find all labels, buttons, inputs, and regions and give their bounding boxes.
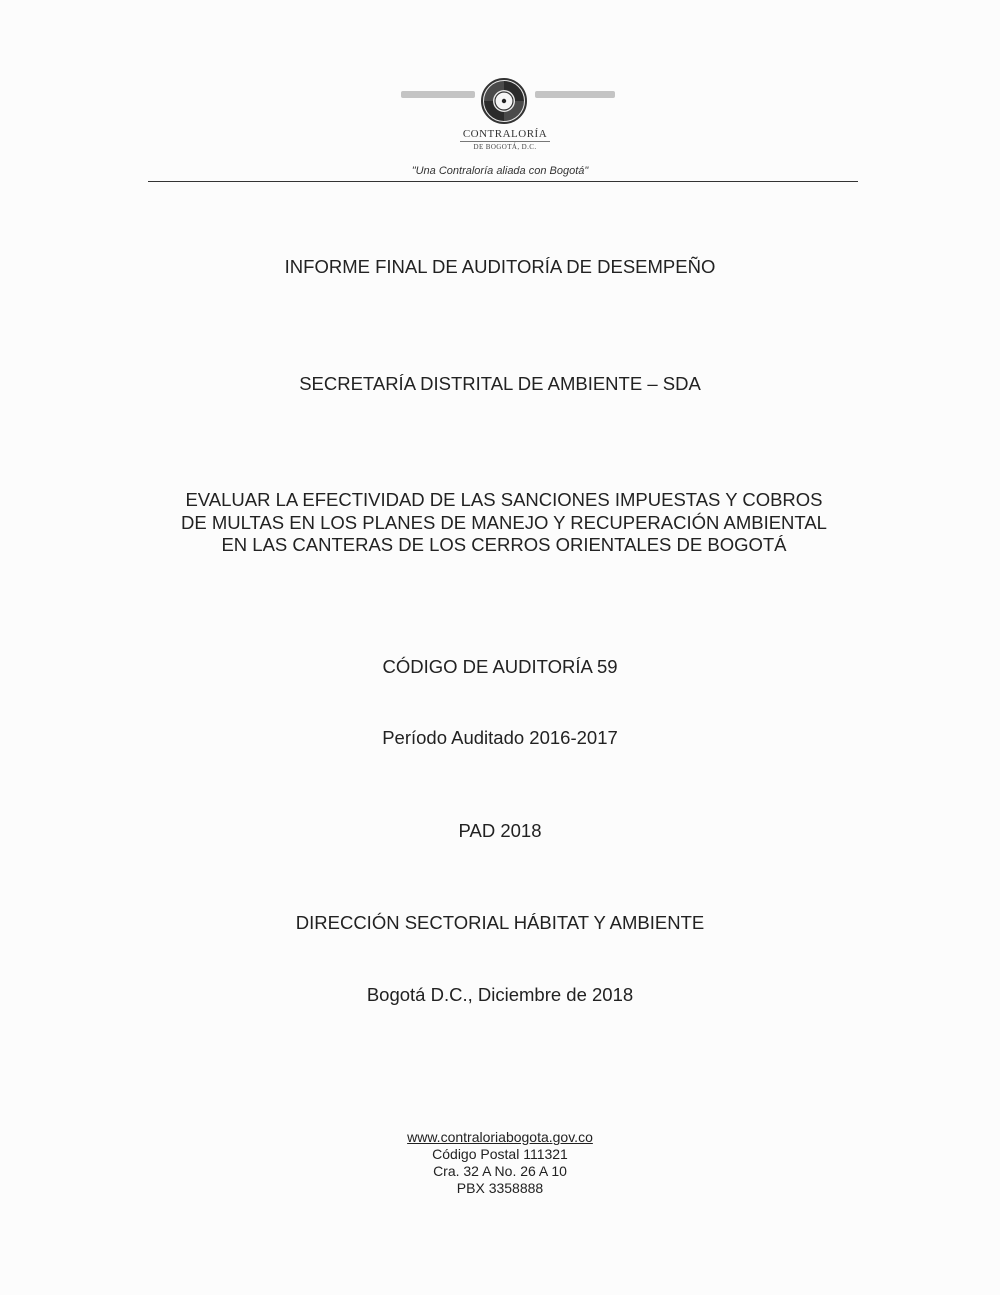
slogan: "Una Contraloría aliada con Bogotá" [411, 165, 589, 177]
postal-code: Código Postal 111321 [432, 1146, 568, 1162]
logo-subtitle: DE BOGOTÁ, D.C. [460, 141, 550, 151]
contraloria-logo [395, 74, 625, 154]
report-title: INFORME FINAL DE AUDITORÍA DE DESEMPEÑO [284, 256, 716, 277]
logo-decoration-right [535, 91, 615, 98]
subject-line: DE MULTAS EN LOS PLANES DE MANEJO Y RECUPERACIÓN AMBIENTAL [181, 511, 827, 533]
directorate: DIRECCIÓN SECTORIAL HÁBITAT Y AMBIENTE [295, 912, 705, 933]
address: Cra. 32 A No. 26 A 10 [433, 1163, 567, 1179]
contact-footer [0, 1129, 1000, 1197]
phone: PBX 3358888 [456, 1180, 544, 1196]
website-link[interactable]: www.contraloriabogota.gov.co [407, 1129, 593, 1145]
subject-line: EN LAS CANTERAS DE LOS CERROS ORIENTALES DE BOGOTÁ [221, 534, 787, 555]
audit-code: CÓDIGO DE AUDITORÍA 59 [382, 656, 618, 677]
spiral-emblem-icon [479, 76, 529, 126]
logo-decoration-left [401, 91, 475, 98]
audited-period: Período Auditado 2016-2017 [382, 727, 618, 748]
place-date: Bogotá D.C., Diciembre de 2018 [366, 984, 634, 1005]
logo-name: CONTRALORÍA [462, 128, 548, 140]
pad-year: PAD 2018 [458, 820, 542, 841]
audit-subject [100, 489, 908, 557]
entity-name: SECRETARÍA DISTRITAL DE AMBIENTE – SDA [299, 373, 701, 394]
header-divider [148, 181, 858, 182]
subject-line: EVALUAR LA EFECTIVIDAD DE LAS SANCIONES IMPUESTAS Y COBROS [185, 489, 823, 510]
